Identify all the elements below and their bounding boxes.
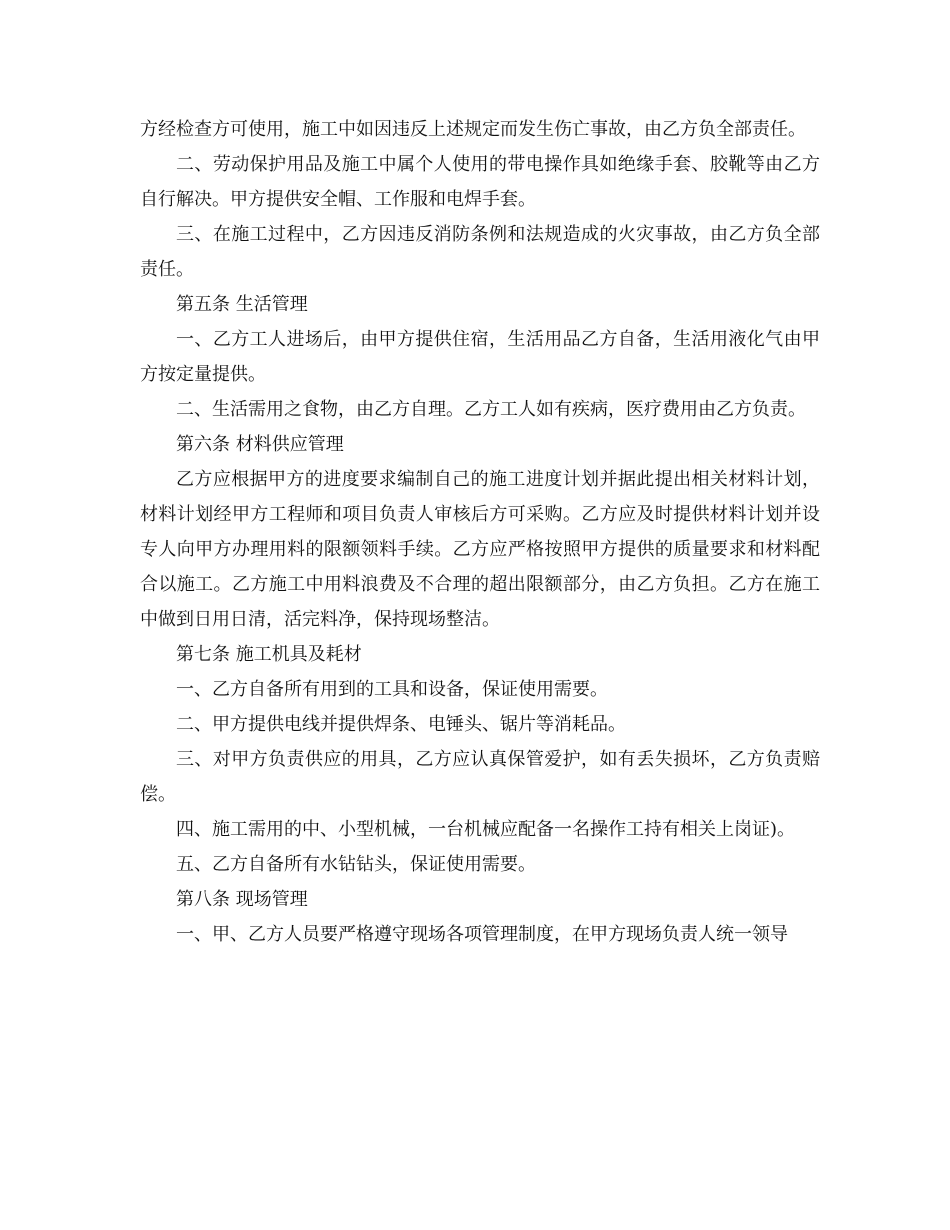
paragraph: 二、甲方提供电线并提供焊条、电锤头、锯片等消耗品。 (176, 714, 626, 735)
document-body (140, 112, 820, 952)
section-heading: 第八条 现场管理 (176, 889, 308, 910)
paragraph: 一、乙方工人进场后，由甲方提供住宿，生活用品乙方自备，生活用液化气由甲方按定量提供。 (140, 329, 820, 385)
section-heading: 第五条 生活管理 (176, 294, 308, 315)
paragraph: 四、施工需用的中、小型机械，一台机械应配备一名操作工持有相关上岗证)。 (176, 819, 796, 840)
section-heading: 第七条 施工机具及耗材 (176, 644, 362, 665)
paragraph: 三、对甲方负责供应的用具，乙方应认真保管爱护，如有丢失损坏，乙方负责赔偿。 (140, 749, 820, 805)
paragraph: 乙方应根据甲方的进度要求编制自己的施工进度计划并据此提出相关材料计划，材料计划经甲方工程师和项目负责人审核后方可采购。乙方应及时提供材料计划并设专人向甲方办理用料的限额领料手续。乙方应严格按照甲方提供的质量要求和材料配合以施工。乙方施工中用料浪费及不合理的超出限额部分，由乙方负担。乙方在施工中做到日用日清，活完料净，保持现场整洁。 (140, 469, 820, 630)
paragraph: 一、甲、乙方人员要严格遵守现场各项管理制度，在甲方现场负责人统一领导 (176, 924, 788, 945)
paragraph: 方经检查方可使用，施工中如因违反上述规定而发生伤亡事故，由乙方负全部责任。 (140, 119, 806, 140)
paragraph: 三、在施工过程中，乙方因违反消防条例和法规造成的火灾事故，由乙方负全部责任。 (140, 224, 820, 280)
paragraph: 二、生活需用之食物，由乙方自理。乙方工人如有疾病，医疗费用由乙方负责。 (176, 399, 806, 420)
section-heading: 第六条 材料供应管理 (176, 434, 344, 455)
paragraph: 二、劳动保护用品及施工中属个人使用的带电操作具如绝缘手套、胶靴等由乙方自行解决。甲方提供安全帽、工作服和电焊手套。 (140, 154, 820, 210)
paragraph: 一、乙方自备所有用到的工具和设备，保证使用需要。 (176, 679, 608, 700)
paragraph: 五、乙方自备所有水钻钻头，保证使用需要。 (176, 854, 536, 875)
